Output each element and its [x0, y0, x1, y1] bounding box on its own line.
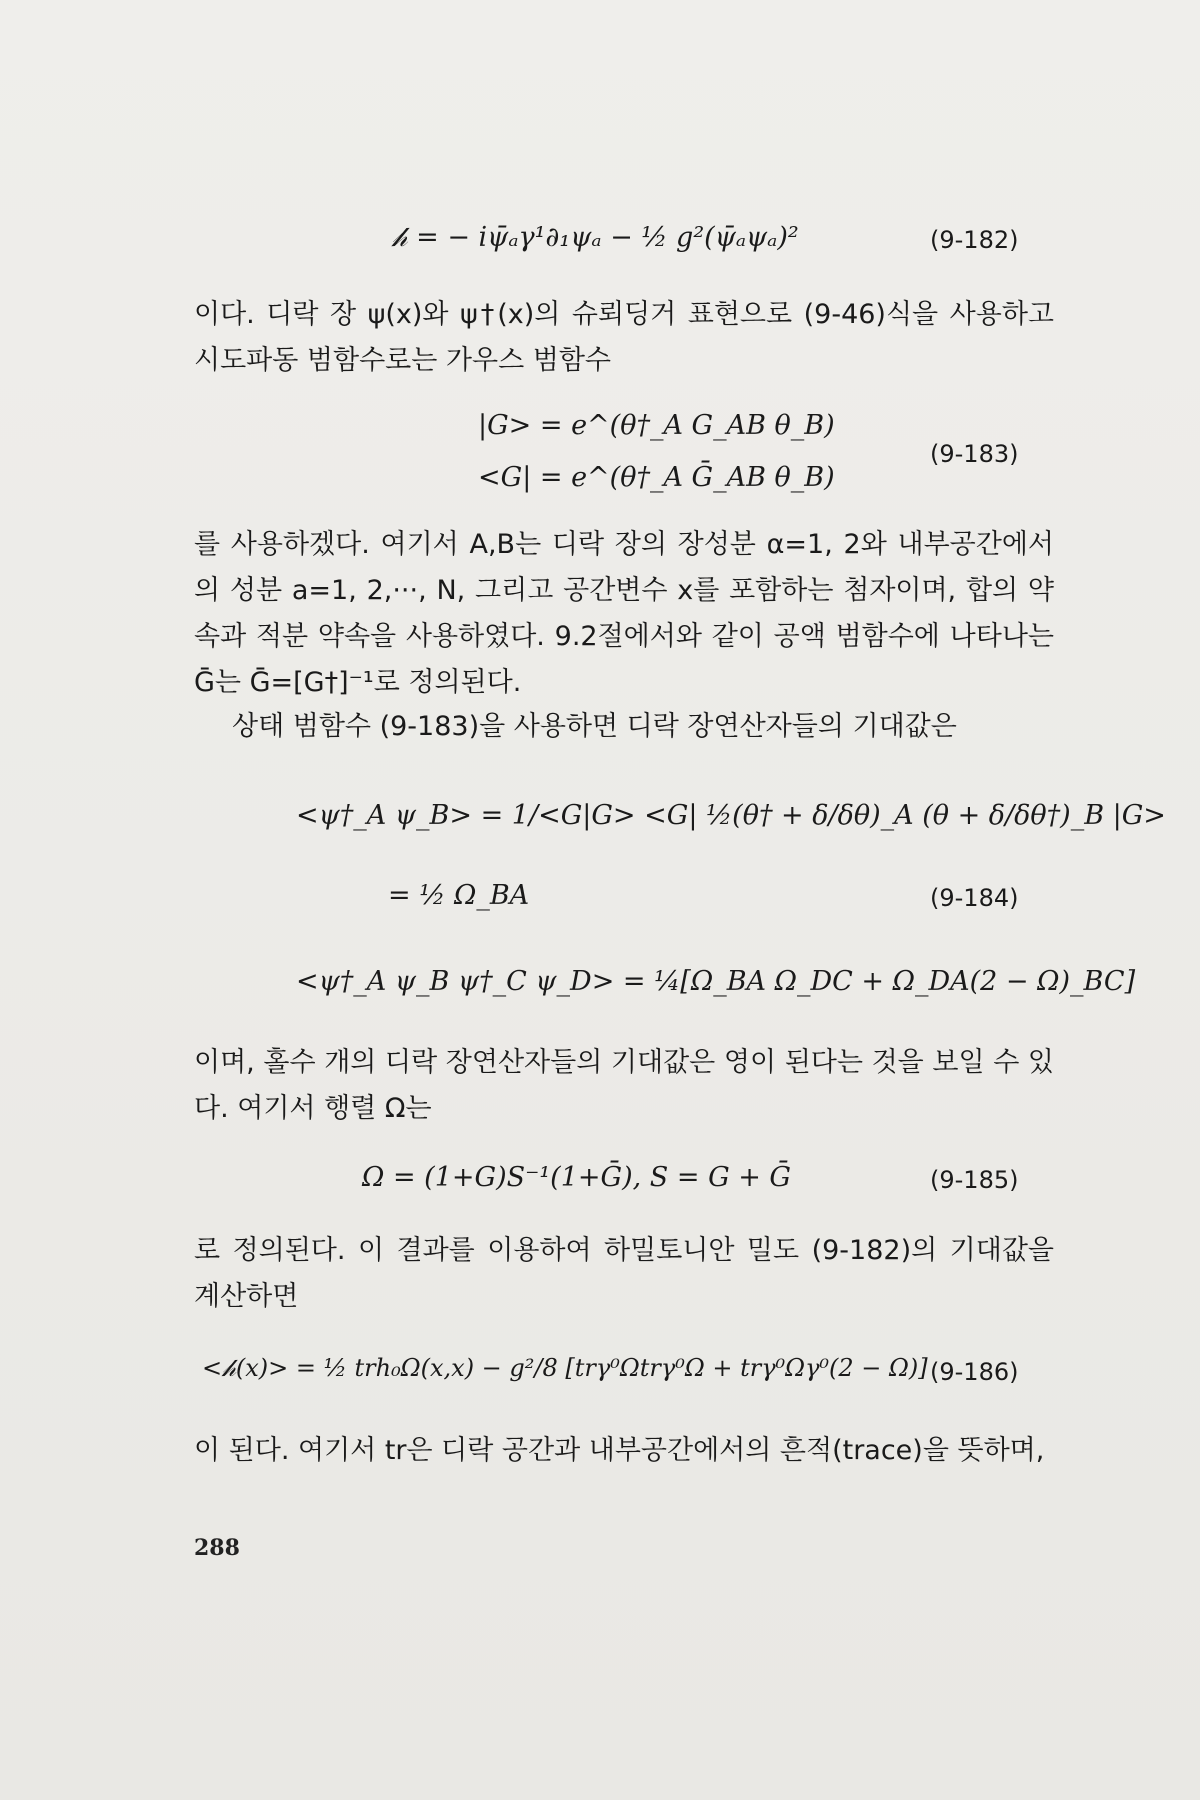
paragraph-6: 이 된다. 여기서 tr은 디락 공간과 내부공간에서의 흔적(trace)을 뜻하며,	[194, 1435, 1045, 1466]
equation-9-183a: |G> = e^(θ†_A G_AB θ_B)	[478, 410, 835, 441]
equation-number-9-182: (9-182)	[930, 226, 1019, 254]
equation-number-9-186: (9-186)	[930, 1358, 1019, 1386]
page-number: 288	[194, 1535, 240, 1561]
paragraph-4: 이며, 홀수 개의 디락 장연산자들의 기대값은 영이 된다는 것을 보일 수 있다. 여기서 행렬 Ω는	[194, 1047, 1054, 1124]
paragraph-1: 이다. 디락 장 ψ(x)와 ψ†(x)의 슈뢰딩거 표현으로 (9-46)식을 사용하고 시도파동 범함수로는 가우스 범함수	[194, 299, 1054, 376]
equation-number-9-185: (9-185)	[930, 1166, 1019, 1194]
equation-9-186: <𝒽(x)> = ½ trh₀Ω(x,x) − g²/8 [trγ⁰Ωtrγ⁰Ω + trγ⁰Ωγ⁰(2 − Ω)]	[202, 1354, 928, 1382]
equation-9-183b: <G| = e^(θ†_A Ḡ_AB θ_B)	[478, 462, 835, 493]
equation-number-9-184: (9-184)	[930, 884, 1019, 912]
equation-9-184a: <ψ†_A ψ_B> = 1/<G|G> <G| ½(θ† + δ/δθ)_A (θ + δ/δθ†)_B |G>	[296, 800, 1166, 831]
equation-9-184b: = ½ Ω_BA	[388, 880, 530, 911]
equation-9-184c: <ψ†_A ψ_B ψ†_C ψ_D> = ¼[Ω_BA Ω_DC + Ω_DA(2 − Ω)_BC]	[296, 966, 1136, 997]
paragraph-5: 로 정의된다. 이 결과를 이용하여 하밀토니안 밀도 (9-182)의 기대값을 계산하면	[194, 1235, 1054, 1312]
equation-9-182: 𝒽 = − iψ̄ₐγ¹∂₁ψₐ − ½ g²(ψ̄ₐψₐ)²	[392, 222, 799, 253]
equation-number-9-183: (9-183)	[930, 440, 1019, 468]
paragraph-3: 상태 범함수 (9-183)을 사용하면 디락 장연산자들의 기대값은	[232, 711, 957, 742]
paragraph-2: 를 사용하겠다. 여기서 A,B는 디락 장의 장성분 α=1, 2와 내부공간에서의 성분 a=1, 2,···, N, 그리고 공간변수 x를 포함하는 첨자이며, 합의 약속과 적분 약속을 사용하였다. 9.2절에서와 같이 공액 범함수에 나타나는 Ḡ는 Ḡ=[G†]⁻¹로 정의된다.	[194, 529, 1054, 698]
equation-9-185: Ω = (1+G)S⁻¹(1+Ḡ), S = G + Ḡ	[362, 1162, 791, 1193]
